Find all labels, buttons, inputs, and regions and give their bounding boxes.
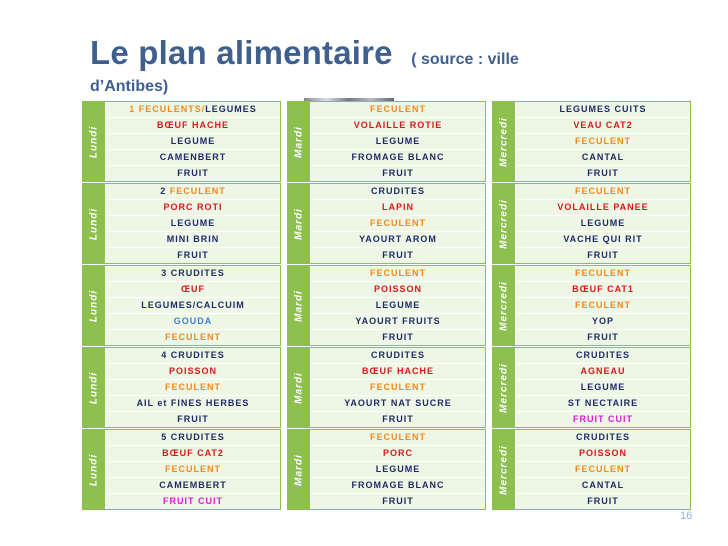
menu-item-text: ST NECTAIRE bbox=[567, 398, 639, 408]
menu-item-text: YAOURT FRUITS bbox=[355, 316, 441, 326]
menu-item-text: CRUDITES bbox=[370, 186, 425, 196]
menu-item bbox=[106, 266, 280, 281]
menu-item bbox=[311, 494, 485, 509]
day-cell bbox=[83, 266, 106, 345]
day-cell bbox=[83, 430, 106, 509]
menu-item bbox=[516, 330, 690, 345]
day-label: Mardi bbox=[293, 125, 305, 158]
menu-item bbox=[516, 430, 690, 445]
menu-item-text: FRUIT bbox=[382, 414, 414, 424]
page-title bbox=[90, 34, 519, 72]
page-number: 16 bbox=[680, 510, 693, 522]
menu-item-text: LEGUMES/ bbox=[141, 300, 197, 310]
menu-item-text: FECULENT bbox=[575, 136, 631, 146]
day-label: Mercredi bbox=[498, 116, 510, 167]
menu-item bbox=[106, 494, 280, 509]
menu-item-text: VOLAILLE PANEE bbox=[557, 202, 649, 212]
menu-block-week3-mercredi bbox=[492, 265, 691, 346]
menu-item-text: AIL et FINES HERBES bbox=[136, 398, 250, 408]
menu-item bbox=[311, 430, 485, 445]
menu-item bbox=[106, 248, 280, 263]
menu-block-week5-mercredi bbox=[492, 429, 691, 510]
menu-items bbox=[106, 266, 280, 345]
menu-item-text: BŒUF HACHE bbox=[362, 366, 434, 376]
menu-item bbox=[516, 102, 690, 117]
menu-block-week5-lundi bbox=[82, 429, 281, 510]
menu-item bbox=[516, 216, 690, 231]
menu-item-text: FECULENTS/ bbox=[138, 104, 206, 114]
day-cell bbox=[288, 348, 311, 427]
menu-item bbox=[311, 166, 485, 181]
menu-item-text: FRUIT bbox=[177, 168, 209, 178]
menu-item bbox=[106, 348, 280, 363]
menu-item bbox=[311, 232, 485, 247]
menu-item-text: AGNEAU bbox=[580, 366, 626, 376]
menu-items bbox=[106, 430, 280, 509]
menu-item bbox=[311, 266, 485, 281]
menu-item-text: GOUDA bbox=[173, 316, 213, 326]
menu-item bbox=[311, 298, 485, 313]
menu-item bbox=[516, 248, 690, 263]
menu-item bbox=[311, 216, 485, 231]
menu-items bbox=[516, 102, 690, 181]
menu-item-text: FECULENT bbox=[575, 186, 631, 196]
menu-items bbox=[106, 102, 280, 181]
menu-item bbox=[516, 232, 690, 247]
menu-item-text: YOP bbox=[591, 316, 614, 326]
menu-items bbox=[516, 348, 690, 427]
menu-item bbox=[106, 102, 280, 117]
menu-item-text: CAMENBERT bbox=[159, 152, 227, 162]
menu-item-text: LEGUME bbox=[580, 218, 626, 228]
menu-item-text: 4 CRUDITES bbox=[161, 350, 225, 360]
title-source-continuation: d’Antibes) bbox=[90, 78, 169, 95]
menu-item-text: LEGUME bbox=[375, 464, 421, 474]
menu-item bbox=[311, 134, 485, 149]
menu-block-week1-mercredi bbox=[492, 101, 691, 182]
menu-item bbox=[516, 348, 690, 363]
menu-item bbox=[516, 478, 690, 493]
menu-item bbox=[311, 396, 485, 411]
menu-item bbox=[311, 282, 485, 297]
menu-item bbox=[106, 282, 280, 297]
menu-item bbox=[516, 282, 690, 297]
menu-item-text: VACHE QUI RIT bbox=[563, 234, 643, 244]
menu-item bbox=[311, 248, 485, 263]
menu-item bbox=[106, 166, 280, 181]
menu-item bbox=[311, 462, 485, 477]
menu-item bbox=[516, 150, 690, 165]
menu-item-text: LEGUMES bbox=[205, 104, 257, 114]
menu-item bbox=[106, 364, 280, 379]
menu-item-text: ŒUF bbox=[181, 284, 205, 294]
day-label: Mardi bbox=[293, 453, 305, 486]
menu-item bbox=[106, 412, 280, 427]
menu-item-text: LEGUME bbox=[375, 300, 421, 310]
menu-item-text: FECULENT bbox=[165, 382, 221, 392]
menu-item bbox=[516, 266, 690, 281]
menu-item-text: PORC ROTI bbox=[163, 202, 223, 212]
menu-item bbox=[516, 364, 690, 379]
day-label: Lundi bbox=[88, 125, 100, 158]
day-cell bbox=[493, 348, 516, 427]
day-cell bbox=[493, 102, 516, 181]
day-cell bbox=[83, 102, 106, 181]
day-cell bbox=[288, 266, 311, 345]
menu-item-text: 3 CRUDITES bbox=[161, 268, 225, 278]
day-label: Lundi bbox=[88, 289, 100, 322]
title-source: ( source : ville bbox=[411, 51, 519, 68]
day-cell bbox=[83, 348, 106, 427]
menu-item-text: PORC bbox=[382, 448, 413, 458]
menu-block-week4-lundi bbox=[82, 347, 281, 428]
day-label: Mercredi bbox=[498, 362, 510, 413]
day-cell bbox=[83, 184, 106, 263]
menu-item-text: FRUIT bbox=[587, 250, 619, 260]
menu-item-text: LAPIN bbox=[382, 202, 414, 212]
menu-item bbox=[516, 396, 690, 411]
menu-item bbox=[311, 364, 485, 379]
menu-item-text: BŒUF CAT2 bbox=[162, 448, 224, 458]
menu-item-text: FRUIT bbox=[177, 250, 209, 260]
day-label: Mercredi bbox=[498, 280, 510, 331]
title-main: Le plan alimentaire bbox=[90, 34, 393, 71]
menu-item bbox=[311, 380, 485, 395]
menu-items bbox=[516, 430, 690, 509]
day-label: Lundi bbox=[88, 207, 100, 240]
menu-item bbox=[311, 150, 485, 165]
menu-item-text: CRUDITES bbox=[370, 350, 425, 360]
menu-item bbox=[516, 314, 690, 329]
menu-item bbox=[311, 446, 485, 461]
menu-item bbox=[516, 298, 690, 313]
menu-items bbox=[311, 430, 485, 509]
menu-items bbox=[311, 266, 485, 345]
menu-item bbox=[311, 314, 485, 329]
menu-item bbox=[516, 118, 690, 133]
menu-item bbox=[106, 380, 280, 395]
menu-item-text: CANTAL bbox=[581, 152, 625, 162]
menu-item-text: FECULENT bbox=[370, 218, 426, 228]
menu-item bbox=[311, 102, 485, 117]
menu-item-text: CAMEMBERT bbox=[159, 480, 227, 490]
menu-item-text: CALCUIM bbox=[196, 300, 245, 310]
menu-item bbox=[516, 134, 690, 149]
menu-item-text: BŒUF HACHE bbox=[157, 120, 229, 130]
day-cell bbox=[288, 184, 311, 263]
menu-item-text: FRUIT CUIT bbox=[163, 496, 223, 506]
menu-item bbox=[106, 330, 280, 345]
day-cell bbox=[493, 184, 516, 263]
menu-block-week4-mercredi bbox=[492, 347, 691, 428]
menu-block-week2-mardi bbox=[287, 183, 486, 264]
menu-item bbox=[516, 166, 690, 181]
menu-item-text: LEGUMES CUITS bbox=[559, 104, 647, 114]
menu-item-text: FECULENT bbox=[370, 104, 426, 114]
menu-item bbox=[106, 314, 280, 329]
menu-item-text: LEGUME bbox=[170, 218, 216, 228]
menu-block-week4-mardi bbox=[287, 347, 486, 428]
menu-block-week1-lundi bbox=[82, 101, 281, 182]
menu-item bbox=[106, 462, 280, 477]
menu-item-text: POISSON bbox=[168, 366, 217, 376]
menu-items bbox=[516, 266, 690, 345]
menu-item-text: FECULENT bbox=[370, 382, 426, 392]
menu-items bbox=[311, 184, 485, 263]
menu-item-text: FRUIT CUIT bbox=[573, 414, 633, 424]
menu-item-text: BŒUF CAT1 bbox=[572, 284, 634, 294]
menu-item-text: MINI BRIN bbox=[166, 234, 220, 244]
menu-item bbox=[106, 200, 280, 215]
menu-item-text: FRUIT bbox=[177, 414, 209, 424]
menu-item-text: FRUIT bbox=[587, 168, 619, 178]
menu-item bbox=[516, 412, 690, 427]
menu-item-text: 1 bbox=[129, 104, 139, 114]
menu-item bbox=[311, 200, 485, 215]
day-cell bbox=[493, 430, 516, 509]
day-cell bbox=[493, 266, 516, 345]
menu-item-text: CRUDITES bbox=[575, 432, 630, 442]
menu-item-text: LEGUME bbox=[375, 136, 421, 146]
day-label: Mardi bbox=[293, 207, 305, 240]
menu-item-text: FROMAGE BLANC bbox=[351, 152, 445, 162]
day-label: Mercredi bbox=[498, 198, 510, 249]
menu-item-text: FECULENT bbox=[575, 268, 631, 278]
menu-item-text: FRUIT bbox=[382, 332, 414, 342]
menu-item bbox=[106, 134, 280, 149]
menu-item-text: FRUIT bbox=[382, 496, 414, 506]
menu-item bbox=[311, 118, 485, 133]
menu-item-text: FECULENT bbox=[575, 464, 631, 474]
menu-item-text: FECULENT bbox=[575, 300, 631, 310]
menu-item-text: 5 CRUDITES bbox=[161, 432, 225, 442]
menu-item-text: FECULENT bbox=[169, 186, 226, 196]
menu-item bbox=[516, 200, 690, 215]
menu-item-text: CRUDITES bbox=[575, 350, 630, 360]
menu-item-text: VEAU CAT2 bbox=[573, 120, 633, 130]
menu-item bbox=[311, 478, 485, 493]
menu-item bbox=[311, 412, 485, 427]
menu-item bbox=[311, 348, 485, 363]
menu-block-week1-mardi bbox=[287, 101, 486, 182]
menu-item bbox=[106, 216, 280, 231]
day-label: Lundi bbox=[88, 453, 100, 486]
menu-item-text: FRUIT bbox=[587, 496, 619, 506]
menu-item bbox=[106, 446, 280, 461]
menu-items bbox=[106, 348, 280, 427]
day-cell bbox=[288, 102, 311, 181]
day-label: Lundi bbox=[88, 371, 100, 404]
day-cell bbox=[288, 430, 311, 509]
menu-block-week2-lundi bbox=[82, 183, 281, 264]
menu-item bbox=[106, 430, 280, 445]
menu-item-text: LEGUME bbox=[580, 382, 626, 392]
menu-item bbox=[516, 446, 690, 461]
menu-item bbox=[106, 184, 280, 199]
menu-item-text: FRUIT bbox=[382, 250, 414, 260]
menu-block-week2-mercredi bbox=[492, 183, 691, 264]
menu-items bbox=[106, 184, 280, 263]
menu-block-week3-mardi bbox=[287, 265, 486, 346]
day-label: Mardi bbox=[293, 289, 305, 322]
menu-item-text: CANTAL bbox=[581, 480, 625, 490]
menu-items bbox=[311, 348, 485, 427]
menu-item-text: FECULENT bbox=[370, 268, 426, 278]
menu-item-text: POISSON bbox=[578, 448, 627, 458]
menu-item-text: 2 bbox=[160, 186, 170, 196]
menu-item-text: YAOURT AROM bbox=[359, 234, 437, 244]
menu-item-text: YAOURT NAT SUCRE bbox=[344, 398, 452, 408]
menu-item bbox=[311, 184, 485, 199]
menu-item-text: FECULENT bbox=[370, 432, 426, 442]
menu-block-week3-lundi bbox=[82, 265, 281, 346]
menu-item bbox=[106, 478, 280, 493]
menu-item bbox=[516, 494, 690, 509]
menu-item bbox=[106, 396, 280, 411]
menu-item-text: FECULENT bbox=[165, 332, 221, 342]
menu-item bbox=[106, 232, 280, 247]
menu-item-text: FROMAGE BLANC bbox=[351, 480, 445, 490]
menu-item bbox=[311, 330, 485, 345]
day-label: Mercredi bbox=[498, 444, 510, 495]
menu-block-week5-mardi bbox=[287, 429, 486, 510]
menu-item-text: FRUIT bbox=[382, 168, 414, 178]
menu-item bbox=[106, 150, 280, 165]
menu-item bbox=[516, 462, 690, 477]
menu-item-text: LEGUME bbox=[170, 136, 216, 146]
menu-item-text: FRUIT bbox=[587, 332, 619, 342]
menu-item-text: VOLAILLE ROTIE bbox=[353, 120, 443, 130]
menu-items bbox=[516, 184, 690, 263]
day-label: Mardi bbox=[293, 371, 305, 404]
menu-item bbox=[106, 118, 280, 133]
menu-item-text: FECULENT bbox=[165, 464, 221, 474]
menu-item bbox=[516, 184, 690, 199]
menu-item bbox=[516, 380, 690, 395]
menu-item-text: POISSON bbox=[373, 284, 422, 294]
menu-item bbox=[106, 298, 280, 313]
menu-items bbox=[311, 102, 485, 181]
